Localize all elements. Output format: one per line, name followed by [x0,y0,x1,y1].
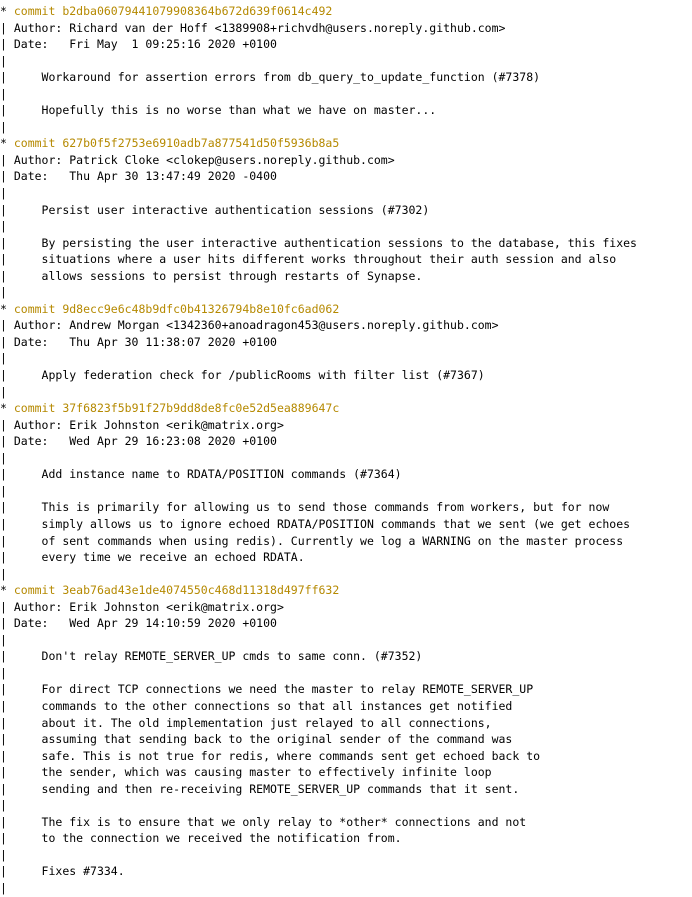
commit-line [0,301,692,318]
commit-message-text: situations where a user hits different works throughout their auth session and also [13,252,617,267]
graph-edge-marker: | [0,318,14,333]
commit-line [0,135,692,152]
commit-message-line [0,715,692,732]
commit-hash: b2dba06079441079908364b672d639f0614c492 [62,4,333,18]
commit-message-line [0,202,692,219]
graph-edge-marker: | [0,20,14,35]
commit-message-line [0,533,692,550]
commit-meta-text: Author: Andrew Morgan <1342360+anoadragon453@users.noreply.github.com> [13,318,499,333]
blank-line [0,218,692,235]
commit-meta-text: Author: Erik Johnston <erik@matrix.org> [13,417,284,432]
commit-message-line [0,251,692,268]
graph-edge-marker: | [0,119,14,134]
graph-edge-marker: | [0,516,14,531]
graph-edge-marker: | [0,599,14,614]
commit-meta-text: Date: Wed Apr 29 16:23:08 2020 +0100 [13,434,277,449]
blank-line [0,384,692,401]
graph-edge-marker: | [0,70,14,85]
commit-keyword: commit [13,401,63,416]
commit-message-text: safe. This is not true for redis, where commands sent get echoed back to [13,748,541,763]
blank-line [0,847,692,864]
commit-meta-text: Author: Patrick Cloke <clokep@users.noreply.github.com> [13,152,395,167]
graph-edge-marker: | [0,533,14,548]
graph-edge-marker: | [0,417,14,432]
graph-node-marker: * [0,583,14,598]
commit-message-text: For direct TCP connections we need the master to relay REMOTE_SERVER_UP [13,682,534,697]
commit-hash: 627b0f5f2753e6910adb7a877541d50f5936b8a5 [62,136,340,151]
commit-message-text: Fixes #7334. [13,864,125,879]
commit-message-text: By persisting the user interactive authentication sessions to the database, this fixes [13,235,637,250]
graph-node-marker: * [0,4,14,18]
commit-message-line [0,748,692,765]
graph-edge-marker: | [0,632,14,647]
blank-line [0,450,692,467]
graph-edge-marker: | [0,467,14,482]
commit-meta-line [0,317,692,334]
graph-edge-marker: | [0,384,14,399]
commit-message-text: simply allows us to ignore echoed RDATA/POSITION commands that we sent (we get echoes [13,516,631,531]
commit-message-line [0,499,692,516]
graph-edge-marker: | [0,235,14,250]
graph-edge-marker: | [0,748,14,763]
graph-edge-marker: | [0,814,14,829]
graph-edge-marker: | [0,715,14,730]
graph-edge-marker: | [0,169,14,184]
commit-meta-line [0,599,692,616]
commit-meta-line [0,433,692,450]
commit-message-text: assuming that sending back to the original sender of the command was [13,732,513,747]
commit-keyword: commit [13,136,63,151]
commit-message-text: allows sessions to persist through restarts of Synapse. [13,268,423,283]
graph-node-marker: * [0,401,14,416]
blank-line [0,483,692,500]
blank-line [0,53,692,70]
graph-edge-marker: | [0,351,14,366]
commit-message-text: Persist user interactive authentication sessions (#7302) [13,202,430,217]
graph-edge-marker: | [0,103,14,118]
graph-edge-marker: | [0,864,14,879]
commit-meta-line [0,615,692,632]
graph-edge-marker: | [0,37,14,52]
commit-message-line [0,102,692,119]
commit-meta-line [0,36,692,53]
graph-edge-marker: | [0,665,14,680]
graph-edge-marker: | [0,334,14,349]
commit-message-line [0,466,692,483]
graph-edge-marker: | [0,781,14,796]
commit-keyword: commit [13,583,63,598]
commit-line [0,400,692,417]
graph-edge-marker: | [0,649,14,664]
blank-line [0,797,692,814]
commit-message-text: the sender, which was causing master to effectively infinite loop [13,765,492,780]
graph-edge-marker: | [0,483,14,498]
graph-edge-marker: | [0,500,14,515]
commit-meta-text: Date: Fri May 1 09:25:16 2020 +0100 [13,37,277,52]
graph-edge-marker: | [0,368,14,383]
blank-line [0,86,692,103]
graph-edge-marker: | [0,798,14,813]
commit-message-text: Add instance name to RDATA/POSITION commands (#7364) [13,467,402,482]
commit-message-text: about it. The old implementation just relayed to all connections, [13,715,492,730]
commit-message-text: Workaround for assertion errors from db_query_to_update_function (#7378) [13,70,541,85]
commit-meta-text: Date: Wed Apr 29 14:10:59 2020 +0100 [13,616,277,631]
graph-edge-marker: | [0,765,14,780]
commit-meta-line [0,168,692,185]
graph-edge-marker: | [0,86,14,101]
commit-meta-text: Date: Thu Apr 30 13:47:49 2020 -0400 [13,169,277,184]
blank-line [0,350,692,367]
commit-hash: 3eab76ad43e1de4074550c468d11318d497ff632 [62,583,340,598]
graph-edge-marker: | [0,732,14,747]
graph-edge-marker: | [0,698,14,713]
commit-meta-line [0,20,692,37]
graph-edge-marker: | [0,219,14,234]
commit-message-line [0,698,692,715]
blank-line [0,880,692,897]
graph-edge-marker: | [0,434,14,449]
graph-edge-marker: | [0,268,14,283]
commit-message-line [0,268,692,285]
commit-message-text: Don't relay REMOTE_SERVER_UP cmds to same conn. (#7352) [13,649,423,664]
graph-edge-marker: | [0,880,14,895]
commit-message-line [0,830,692,847]
blank-line [0,185,692,202]
commit-message-text: Hopefully this is no worse than what we have on master... [13,103,437,118]
commit-meta-line [0,334,692,351]
blank-line [0,284,692,301]
blank-line [0,119,692,136]
commit-hash: 37f6823f5b91f27b9dd8de8fc0e52d5ea889647c [62,401,340,416]
commit-message-line [0,235,692,252]
blank-line [0,632,692,649]
commit-line [0,582,692,599]
commit-message-text: commands to the other connections so that all instances get notified [13,698,513,713]
commit-message-text: This is primarily for allowing us to send those commands from workers, but for now [13,500,610,515]
commit-message-line [0,781,692,798]
graph-edge-marker: | [0,252,14,267]
graph-node-marker: * [0,136,14,151]
commit-keyword: commit [13,4,63,18]
blank-line [0,665,692,682]
commit-message-text: every time we receive an echoed RDATA. [13,550,305,565]
graph-edge-marker: | [0,152,14,167]
commit-hash: 9d8ecc9e6c48b9dfc0b41326794b8e10fc6ad062 [62,301,340,316]
graph-edge-marker: | [0,566,14,581]
graph-edge-marker: | [0,682,14,697]
graph-edge-marker: | [0,285,14,300]
commit-message-line [0,814,692,831]
commit-message-text: of sent commands when using redis). Currently we log a WARNING on the master process [13,533,624,548]
commit-message-text: Apply federation check for /publicRooms with filter list (#7367) [13,368,485,383]
graph-edge-marker: | [0,847,14,862]
graph-edge-marker: | [0,450,14,465]
blank-line [0,566,692,583]
commit-message-text: to the connection we received the notification from. [13,831,402,846]
commit-message-line [0,764,692,781]
graph-edge-marker: | [0,202,14,217]
commit-meta-text: Author: Richard van der Hoff <1389908+richvdh@users.noreply.github.com> [13,20,506,35]
commit-meta-text: Author: Erik Johnston <erik@matrix.org> [13,599,284,614]
graph-edge-marker: | [0,53,14,68]
commit-message-text: The fix is to ensure that we only relay to *other* connections and not [13,814,527,829]
commit-message-text: sending and then re-receiving REMOTE_SERVER_UP commands that it sent. [13,781,520,796]
commit-message-line [0,681,692,698]
commit-message-line [0,549,692,566]
commit-message-line [0,863,692,880]
graph-node-marker: * [0,301,14,316]
commit-meta-line [0,152,692,169]
commit-line [0,3,692,20]
commit-message-line [0,69,692,86]
commit-message-line [0,516,692,533]
commit-message-line [0,731,692,748]
graph-edge-marker: | [0,550,14,565]
graph-edge-marker: | [0,831,14,846]
graph-edge-marker: | [0,186,14,201]
commit-message-line [0,648,692,665]
commit-meta-line [0,417,692,434]
graph-edge-marker: | [0,616,14,631]
commit-meta-text: Date: Thu Apr 30 11:38:07 2020 +0100 [13,334,277,349]
commit-message-line [0,367,692,384]
commit-keyword: commit [13,301,63,316]
